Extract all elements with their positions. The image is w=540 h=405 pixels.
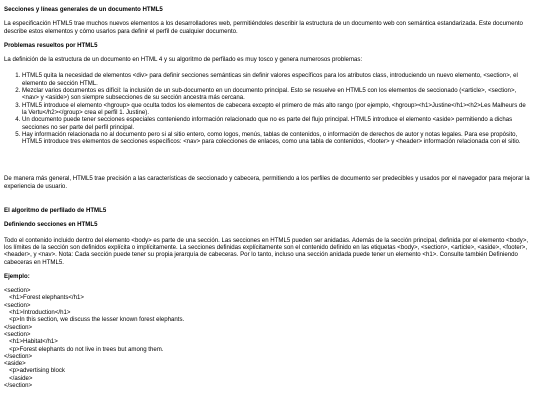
example-heading: Ejemplo: xyxy=(4,272,30,280)
intro-paragraph: La especificación HTML5 trae muchos nuevos elementos a los desarrolladores web, permitiéndoles describir la estructura de un documento web con semántica estandarizada. Este documento describe estos elementos y cómo usarlos para definir el perfil de cualquier documento. xyxy=(4,20,523,35)
problem-list-item: 4. Un documento puede tener secciones especiales conteniendo información relacionado que no es parte del flujo principal. HTML5 introduce el elemento <aside> permitiendo a dichas secciones no ser parte del perfil principal. xyxy=(22,116,532,131)
defining-sections-paragraph: Todo el contenido incluido dentro del elemento <body> es parte de una sección. Las secciones en HTML5 pueden ser anidadas. Además de la sección principal, definida por el elemento <body>, los límites de la sección son definidos explícita o implícitamente. La secciones definidas explícitamente son el contenido definido en las etiquetas <body>, <section>, <article>, <aside>, <footer>, <header>, y <nav>. Nota: Cada sección puede tener su propia jerarquía de cabeceras. Por lo tanto, incluso una sección anidada puede tener un elemento <h1>. Consulte también Definiendo cabeceras en HTML5. xyxy=(4,236,529,266)
problems-list xyxy=(4,72,532,145)
page-title: Secciones y líneas generales de un documento HTML5 xyxy=(4,6,163,13)
problems-heading: Problemas resueltos por HTML5 xyxy=(4,41,98,49)
problem-list-item: 1. HTML5 quita la necesidad de elementos <div> para definir secciones semánticas sin definir valores específicos para los atributos class, introduciendo un nuevo elemento, <section>, el elemento de sección HTML. xyxy=(22,72,532,87)
summary-paragraph: De manera más general, HTML5 trae precisión a las características de seccionado y cabecera, permitiendo a los perfiles de documento ser predecibles y usados por el navegador para mejorar la experiencia de usuario. xyxy=(4,175,530,190)
problem-list-item: 2. Mezclar varios documentos es difícil: la inclusión de un sub-documento en un documento principal. Esto se resuelve en HTML5 con los elementos de seccionado (<article>, <section>, <nav> y <aside>) son siempre subsecciones de su sección ancestra más cercana. xyxy=(22,87,532,102)
problem-list-item: 3. HTML5 introduce el elemento <hgroup> que oculta todos los elementos de cabecera excepto el primero de más alto rango (por ejemplo, <hgroup><h1>Justine</h1><h2>Les Malheurs de la Vertu</h2></group> crea el perfil 1. Justine). xyxy=(22,102,532,117)
example-code-block: <section> <h1>Forest elephants</h1> <section> <h1>Introduction</h1> <p>In this section, we discuss the lesser known forest elephants. </section> <section> <h1>Habitat</h1> <p>Forest elephants do not live in trees but among them. </section> <aside> <p>advertising block </aside> </section> xyxy=(4,287,185,389)
defining-sections-heading: Definiendo secciones en HTML5 xyxy=(4,221,98,229)
problems-lead-paragraph: La definición de la estructura de un documento en HTML 4 y su algoritmo de perfilado es muy tosco y genera numerosos problemas: xyxy=(4,56,363,64)
document-content xyxy=(4,6,532,389)
problem-list-item: 5. Hay información relacionada no al documento pero si al sitio entero, como logos, menús, tablas de contenidos, o información de derechos de autor y notas legales. Para ese propósito, HTML5 introduce tres elementos de secciones específicos: <nav> para colecciones de enlaces, como una tabla de contenidos, <footer> y <header> información relacionada con el sitio. xyxy=(22,131,532,146)
outline-algorithm-heading: El algoritmo de perfilado de HTML5 xyxy=(4,207,107,215)
